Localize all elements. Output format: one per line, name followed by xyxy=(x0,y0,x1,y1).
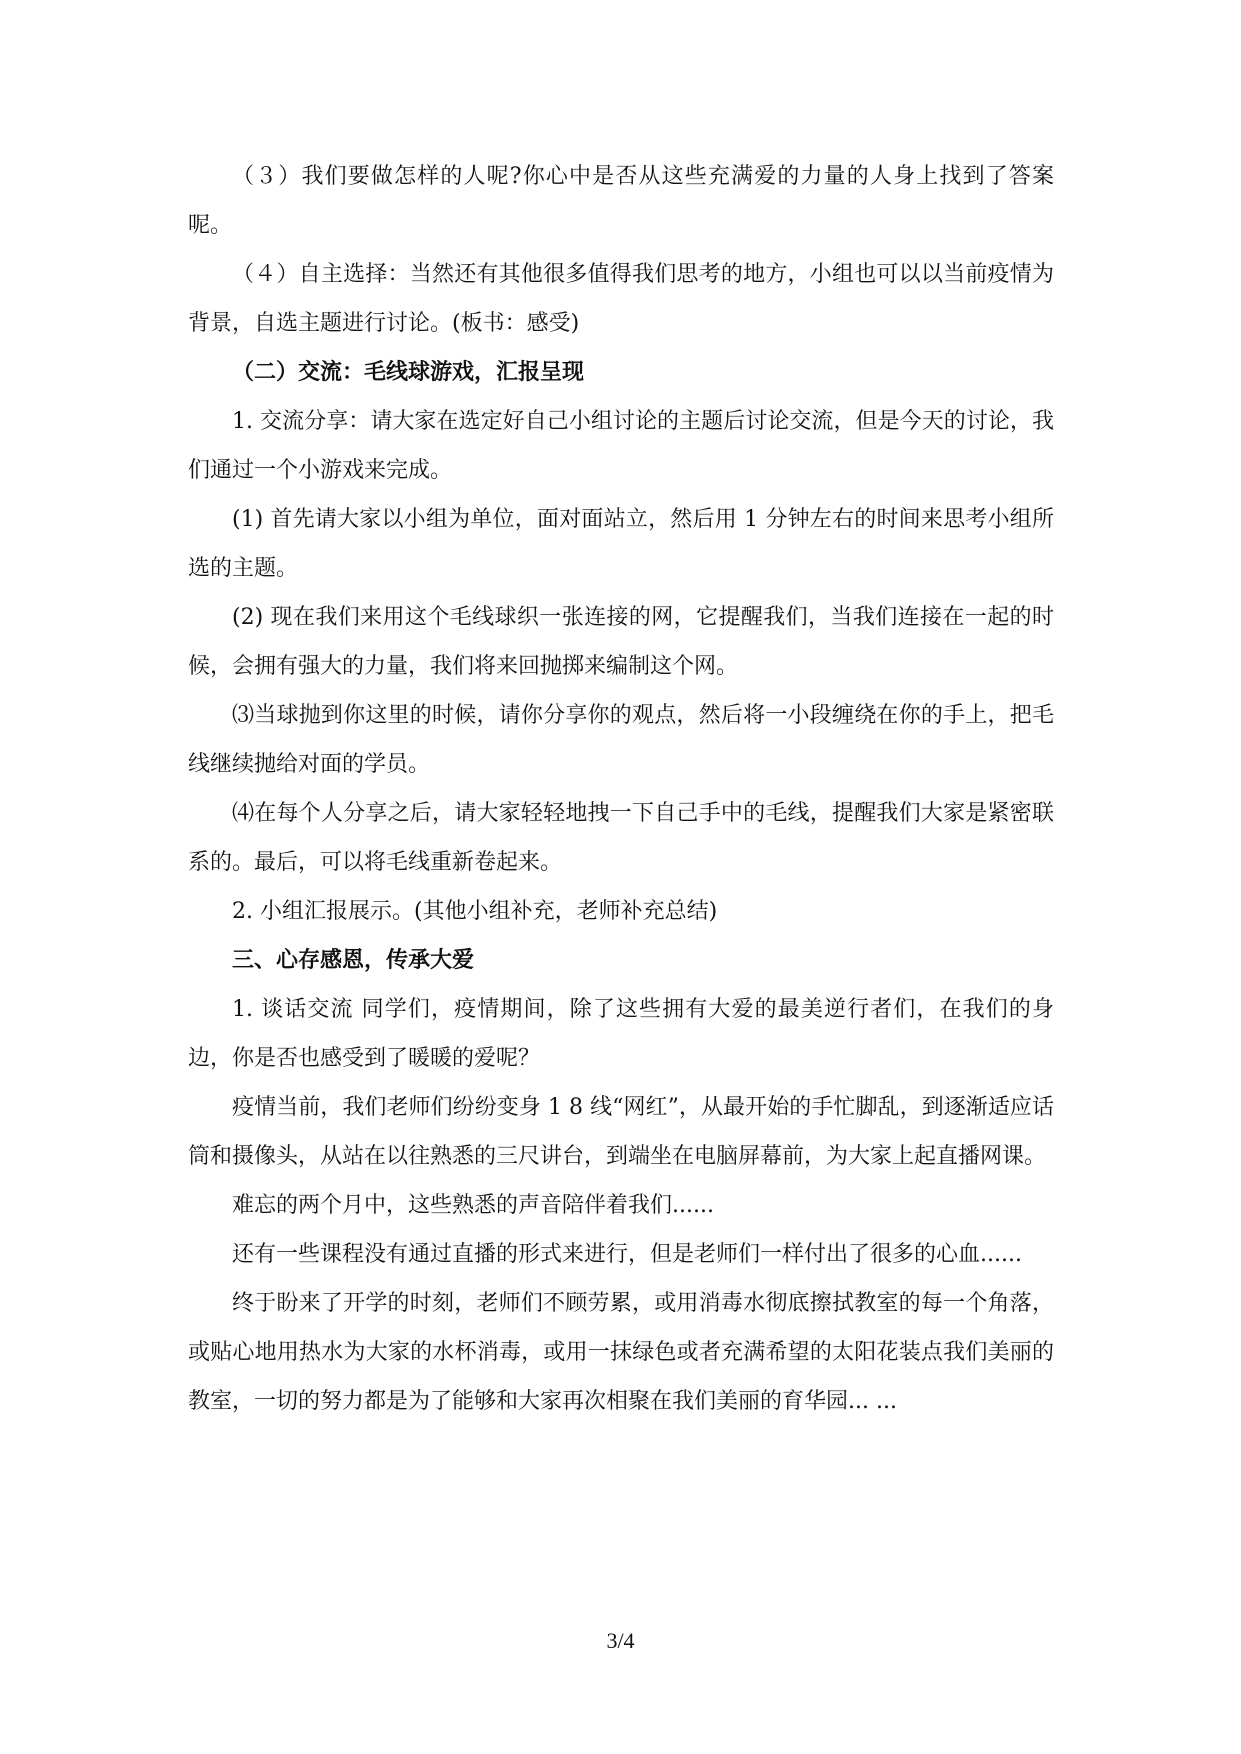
paragraph-question-4: （４）自主选择：当然还有其他很多值得我们思考的地方，小组也可以以当前疫情为背景，自选主题进行讨论。(板书：感受) xyxy=(188,262,1054,336)
paragraph-step-2: (2) 现在我们来用这个毛线球织一张连接的网，它提醒我们，当我们连接在一起的时候，会拥有强大的力量，我们将来回抛掷来编制这个网。 xyxy=(188,605,1054,679)
section-heading-exchange: （二）交流：毛线球游戏，汇报呈现 xyxy=(232,360,585,385)
section-heading-gratitude: 三、心存感恩，传承大爱 xyxy=(232,948,475,973)
paragraph-exchange-share: 1. 交流分享：请大家在选定好自己小组讨论的主题后讨论交流，但是今天的讨论，我们通过一个小游戏来完成。 xyxy=(188,409,1054,483)
paragraph-online-teaching: 疫情当前，我们老师们纷纷变身 1 8 线“网红”，从最开始的手忙脚乱，到逐渐适应话筒和摄像头，从站在以往熟悉的三尺讲台，到端坐在电脑屏幕前，为大家上起直播网课。 xyxy=(188,1095,1054,1169)
paragraph-talk: 1. 谈话交流 同学们，疫情期间，除了这些拥有大爱的最美逆行者们，在我们的身边，你是否也感受到了暖暖的爱呢？ xyxy=(188,997,1054,1071)
paragraph-question-3: （３）我们要做怎样的人呢?你心中是否从这些充满爱的力量的人身上找到了答案呢。 xyxy=(188,164,1054,238)
paragraph-other-courses: 还有一些课程没有通过直播的形式来进行，但是老师们一样付出了很多的心血...... xyxy=(232,1242,1022,1267)
document-body xyxy=(188,152,1054,1426)
paragraph-two-months: 难忘的两个月中，这些熟悉的声音陪伴着我们...... xyxy=(232,1193,714,1218)
paragraph-school-reopening: 终于盼来了开学的时刻，老师们不顾劳累，或用消毒水彻底擦拭教室的每一个角落，或贴心地用热水为大家的水杯消毒，或用一抹绿色或者充满希望的太阳花装点我们美丽的教室，一切的努力都是为了能够和大家再次相聚在我们美丽的育华园... ... xyxy=(188,1291,1054,1414)
paragraph-group-report: 2. 小组汇报展示。(其他小组补充，老师补充总结) xyxy=(232,899,718,924)
paragraph-step-1: (1) 首先请大家以小组为单位，面对面站立，然后用 1 分钟左右的时间来思考小组所选的主题。 xyxy=(188,507,1054,581)
page-number: 3/4 xyxy=(606,1628,635,1653)
paragraph-step-4: ⑷在每个人分享之后，请大家轻轻地拽一下自己手中的毛线，提醒我们大家是紧密联系的。最后，可以将毛线重新卷起来。 xyxy=(188,801,1054,875)
paragraph-step-3: ⑶当球抛到你这里的时候，请你分享你的观点，然后将一小段缠绕在你的手上，把毛线继续抛给对面的学员。 xyxy=(188,703,1054,777)
